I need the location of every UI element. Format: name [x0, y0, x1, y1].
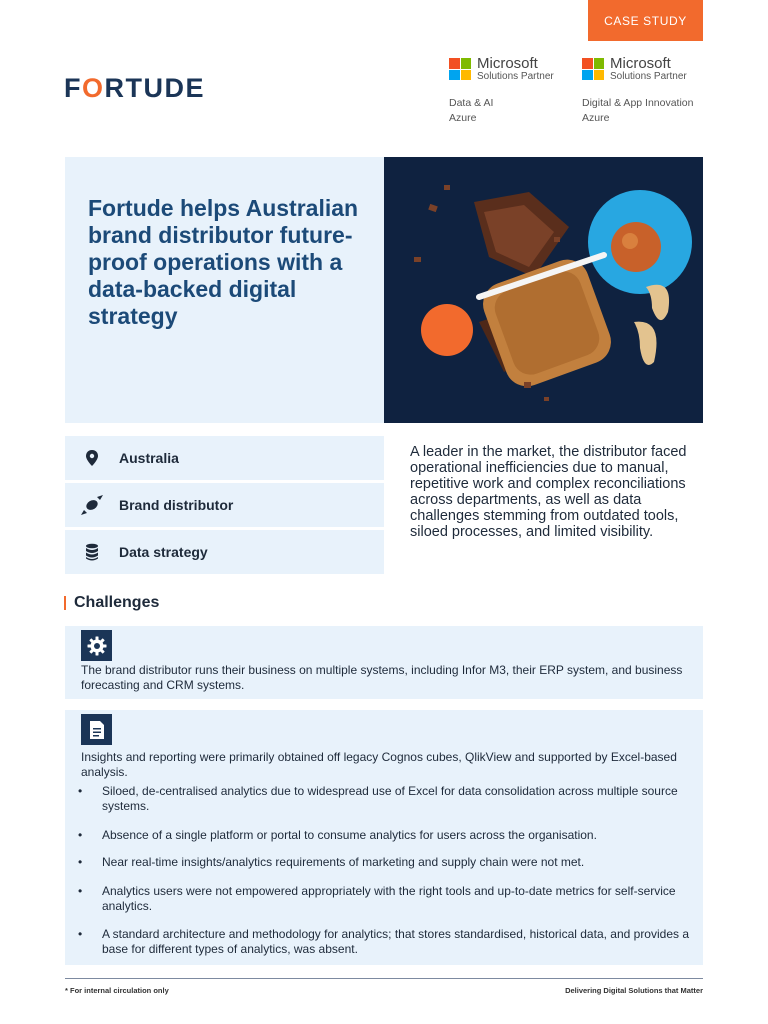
intro-paragraph: A leader in the market, the distributor faced operational inefficiencies due to manual, repetitive work and complex reconciliations across departments, as well as data challenges stemming from outdated tools, siloed processes, and limited visibility. — [410, 444, 687, 540]
partner-cap2: Azure — [449, 112, 477, 124]
gear-icon-box — [81, 630, 112, 661]
card-text: Insights and reporting were primarily obtained off legacy Cognos cubes, QlikView and supported by Excel-based analysis. — [81, 750, 677, 779]
partner-name: Microsoft — [610, 55, 671, 72]
tag-industry — [65, 483, 384, 527]
list-item: • Absence of a single platform or portal to consume analytics for users across the organisation. — [65, 828, 695, 843]
hero-title: Fortude helps Australian brand distributor future-proof operations with a data-backed digital strategy — [88, 195, 359, 329]
section-title: Challenges — [74, 594, 160, 611]
microsoft-logo-icon — [449, 58, 471, 80]
location-pin-icon — [84, 449, 100, 467]
microsoft-partner-digital-app — [582, 57, 712, 126]
partner-sub: Solutions Partner — [610, 71, 687, 82]
microsoft-partner-data-ai — [449, 57, 579, 126]
partner-cap1: Digital & App Innovation — [582, 97, 694, 109]
snacks-illustration — [384, 157, 703, 423]
document-icon — [89, 720, 105, 740]
challenge-bullet-list — [65, 784, 695, 957]
footer-divider — [65, 978, 703, 979]
partner-cap1: Data & AI — [449, 97, 494, 109]
microsoft-logo-icon — [582, 58, 604, 80]
list-item: • Near real-time insights/analytics requirements of marketing and supply chain were not met. — [65, 855, 695, 870]
challenges-heading — [64, 594, 159, 612]
tag-label: Data strategy — [119, 544, 208, 560]
list-item: • A standard architecture and methodology for analytics; that stores standardised, historical data, and provides a base for different types of analytics, was absent. — [65, 927, 695, 957]
fortude-logo: FORTUDE — [64, 73, 206, 103]
partner-cap2: Azure — [582, 112, 610, 124]
tag-location — [65, 436, 384, 480]
challenge-card-reporting — [65, 710, 703, 965]
tag-service — [65, 530, 384, 574]
heading-accent-bar — [64, 596, 66, 610]
tag-label: Brand distributor — [119, 497, 234, 513]
partner-sub: Solutions Partner — [477, 71, 554, 82]
document-icon-box — [81, 714, 112, 745]
database-icon — [85, 543, 99, 561]
tag-label: Australia — [119, 450, 179, 466]
footer-tagline: Delivering Digital Solutions that Matter — [565, 986, 703, 995]
challenge-card-systems — [65, 626, 703, 699]
hero-image — [384, 157, 703, 423]
card-text: The brand distributor runs their business on multiple systems, including Infor M3, their ERP system, and business forecasting and CRM systems. — [81, 663, 683, 692]
case-study-badge: CASE STUDY — [588, 0, 703, 41]
gear-icon — [87, 636, 107, 656]
list-item: • Siloed, de-centralised analytics due to widespread use of Excel for data consolidation across multiple source systems. — [65, 784, 695, 814]
partner-name: Microsoft — [477, 55, 538, 72]
list-item: • Analytics users were not empowered appropriately with the right tools and up-to-date metrics for self-service analytics. — [65, 884, 695, 914]
candy-icon — [80, 495, 104, 515]
footer-disclaimer: * For internal circulation only — [65, 986, 169, 995]
